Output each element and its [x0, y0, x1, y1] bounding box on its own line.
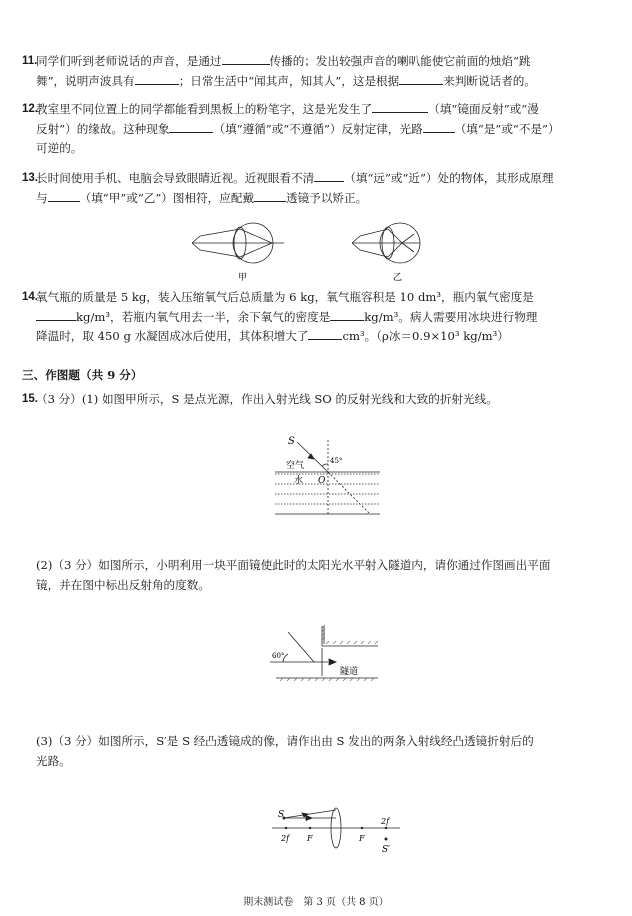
- question-text: （填“远”或“近”）处的物体，其形成原理: [344, 171, 554, 185]
- eye-diagram-yi: [352, 223, 420, 263]
- question-number: 13.: [22, 172, 38, 184]
- question-text: 长时间使用手机、电脑会导致眼睛近视。近视眼看不清: [36, 171, 315, 185]
- tick-label-2f-left: 2f: [281, 834, 290, 843]
- tunnel-label: 隧道: [340, 667, 359, 677]
- point-label-s: S: [288, 436, 295, 447]
- point-label-s: S: [278, 810, 285, 820]
- question-12: [22, 100, 601, 159]
- question-text: 透镜予以矫正。: [286, 190, 368, 205]
- question-text: (2)（3 分）如图所示，小明利用一块平面镜使此时的太阳光水平射入隧道内，请你通过作图画出平面: [36, 558, 551, 572]
- question-14: [22, 288, 601, 347]
- angle-label: 60°: [272, 652, 285, 660]
- question-text: （3 分）(1) 如图甲所示，S 是点光源，作出入射光线 SO 的反射光线和大致的折射光线。: [36, 392, 498, 406]
- answer-blank[interactable]: [308, 327, 342, 340]
- question-text: (3)（3 分）如图所示，S′是 S 经凸透镜成的像，请作出由 S 发出的两条入射线经凸透镜折射后的: [36, 734, 534, 748]
- question-text: （填“是”或“不是”）: [454, 121, 560, 136]
- question-number: 11.: [22, 55, 38, 67]
- question-text: 舞”，说明声波具有: [36, 73, 135, 88]
- question-15-part-3: [36, 732, 601, 771]
- question-text: 氧气瓶的质量是 5 kg，装入压缩氧气后总质量为 6 kg，氧气瓶容积是 10 dm³，瓶内氧气密度是: [36, 290, 534, 304]
- question-text: （填“遵循”或“不遵循”）反射定律，光路: [213, 121, 423, 136]
- question-11: [22, 52, 601, 91]
- question-13: [22, 169, 601, 208]
- medium-label-water: 水: [294, 476, 304, 486]
- answer-blank[interactable]: [423, 120, 455, 133]
- medium-label-air: 空气: [286, 461, 305, 471]
- question-text: 与: [36, 190, 48, 205]
- question-text: 同学们听到老师说话的声音，是通过: [36, 54, 222, 68]
- eye-diagrams: [0, 222, 632, 282]
- question-text: cm³。（ρ冰＝0.9×10³ kg/m³）: [342, 329, 509, 343]
- question-text: 降温时，取 450 g 水凝固成冰后使用，其体积增大了: [36, 329, 309, 343]
- question-text: 传播的；发出较强声音的喇叭能使它前面的烛焰“跳: [269, 54, 531, 68]
- figure-label: 乙: [393, 273, 403, 283]
- section-heading: 三、作图题（共 9 分）: [22, 368, 143, 382]
- point-label-o: O: [318, 476, 326, 486]
- question-text: 光路。: [36, 753, 71, 768]
- figure-label: 甲: [238, 273, 248, 283]
- lens-figure: [0, 808, 632, 868]
- question-15-part-2: [36, 556, 601, 595]
- refraction-figure: [0, 430, 632, 520]
- page-footer: 期末测试卷 第 3 页（共 8 页）: [243, 897, 389, 908]
- question-text: 来判断说话者的。: [443, 73, 536, 88]
- answer-blank[interactable]: [48, 189, 80, 202]
- question-text: 镜，并在图中标出反射角的度数。: [36, 577, 210, 592]
- answer-blank[interactable]: [135, 72, 179, 85]
- answer-blank[interactable]: [169, 120, 213, 133]
- tick-label-f-right: F: [359, 834, 365, 843]
- question-number: 12.: [22, 103, 38, 115]
- answer-blank[interactable]: [254, 189, 286, 202]
- answer-blank[interactable]: [222, 52, 270, 65]
- question-15: [22, 390, 601, 410]
- question-text: 反射”）的缘故。这种现象: [36, 121, 170, 136]
- point-label-s-image: S′: [382, 845, 391, 855]
- answer-blank[interactable]: [36, 308, 76, 321]
- question-text: kg/m³。病人需要用冰块进行物理: [364, 309, 538, 324]
- question-number: 15.: [22, 393, 38, 405]
- answer-blank[interactable]: [330, 308, 364, 321]
- question-text: 教室里不同位置上的同学都能看到黑板上的粉笔字，这是光发生了: [36, 102, 373, 116]
- question-number: 14.: [22, 291, 38, 303]
- eye-diagram-jia: [192, 223, 284, 263]
- tunnel-figure: [0, 622, 632, 692]
- question-text: （填“镜面反射”或“漫: [428, 102, 539, 116]
- answer-blank[interactable]: [372, 100, 428, 113]
- angle-label: 45°: [330, 457, 343, 465]
- answer-blank[interactable]: [314, 169, 344, 182]
- answer-blank[interactable]: [399, 72, 443, 85]
- question-text: （填“甲”或“乙”）图相符，应配戴: [79, 190, 255, 205]
- tick-label-2f-right: 2f: [381, 817, 390, 826]
- question-text: 可逆的。: [36, 141, 83, 155]
- question-text: kg/m³，若瓶内氧气用去一半，余下氧气的密度是: [76, 309, 331, 324]
- tick-label-f-left: F: [307, 834, 313, 843]
- question-text: ；日常生活中“闻其声，知其人”，这是根据: [178, 73, 400, 88]
